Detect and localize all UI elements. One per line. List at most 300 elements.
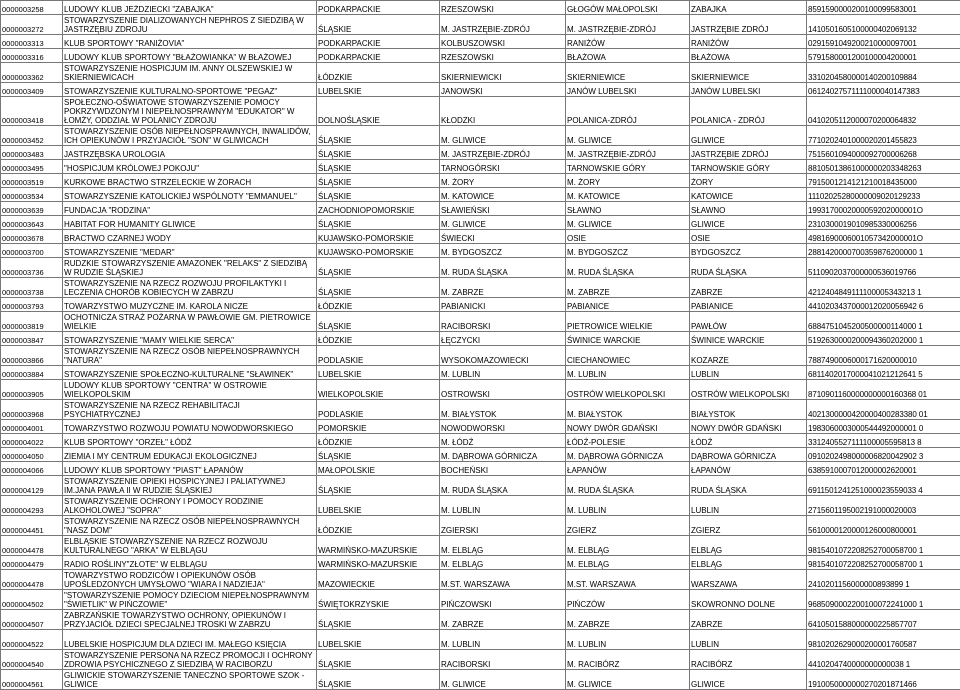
municipality-cell: PIŃCZÓW — [566, 590, 690, 610]
locality-cell: LUBLIN — [690, 366, 807, 380]
account-number-cell: 8591590000200100099583001 — [807, 1, 960, 15]
organization-name-cell: OCHOTNICZA STRAŻ POŻARNA W PAWŁOWIE GM. PIETROWICE WIELKIE — [63, 312, 317, 332]
municipality-cell: M. GLIWICE — [566, 126, 690, 146]
voivodeship-cell: LUBELSKIE — [317, 366, 440, 380]
account-number-cell: 6884751045200500000114000 1 — [807, 312, 960, 332]
voivodeship-cell: PODLASKIE — [317, 346, 440, 366]
voivodeship-cell: ŚLĄSKIE — [317, 670, 440, 690]
account-number-cell: 5110902037000000536019766 — [807, 258, 960, 278]
krs-number-cell: 0000004479 — [1, 556, 63, 570]
organization-name-cell: LUDOWY KLUB SPORTOWY "BŁAŻOWIANKA" W BŁAŻOWEJ — [63, 49, 317, 63]
municipality-cell: M. KATOWICE — [566, 188, 690, 202]
krs-number-cell: 0000003866 — [1, 346, 63, 366]
locality-cell: SŁAWNO — [690, 202, 807, 216]
municipality-cell: M. JASTRZĘBIE-ZDRÓJ — [566, 146, 690, 160]
voivodeship-cell: ZACHODNIOPOMORSKIE — [317, 202, 440, 216]
district-cell: M. ZABRZE — [440, 610, 566, 630]
municipality-cell: ŚWINICE WARCKIE — [566, 332, 690, 346]
table-row — [1, 462, 960, 476]
district-cell: M. ŻORY — [440, 174, 566, 188]
district-cell: RZESZOWSKI — [440, 1, 566, 15]
municipality-cell: JANÓW LUBELSKI — [566, 83, 690, 97]
organization-name-cell: BRACTWO CZARNEJ WODY — [63, 230, 317, 244]
locality-cell: OSIE — [690, 230, 807, 244]
table-row — [1, 536, 960, 556]
account-number-cell: 7887490006000171620000010 — [807, 346, 960, 366]
municipality-cell: M. LUBLIN — [566, 630, 690, 650]
voivodeship-cell: KUJAWSKO-POMORSKIE — [317, 230, 440, 244]
voivodeship-cell: ŚLĄSKIE — [317, 126, 440, 146]
voivodeship-cell: ŁÓDZKIE — [317, 434, 440, 448]
municipality-cell: M. JASTRZĘBIE-ZDRÓJ — [566, 15, 690, 35]
municipality-cell: M. ZABRZE — [566, 610, 690, 630]
account-number-cell: 4410203437000012020056942 6 — [807, 298, 960, 312]
account-number-cell: 0410205112000070200064832 — [807, 97, 960, 126]
voivodeship-cell: PODKARPACKIE — [317, 49, 440, 63]
voivodeship-cell: PODKARPACKIE — [317, 1, 440, 15]
krs-number-cell: 0000003884 — [1, 366, 63, 380]
district-cell: OSTROWSKI — [440, 380, 566, 400]
district-cell: RZESZOWSKI — [440, 49, 566, 63]
krs-number-cell: 0000003534 — [1, 188, 63, 202]
municipality-cell: SKIERNIEWICE — [566, 63, 690, 83]
district-cell: JANOWSKI — [440, 83, 566, 97]
organization-name-cell: STOWARZYSZENIE HOSPICJUM IM. ANNY OLSZEWSKIEJ W SKIERNIEWICACH — [63, 63, 317, 83]
account-number-cell: 2410201156000000893899 1 — [807, 570, 960, 590]
district-cell: M. ELBLĄG — [440, 556, 566, 570]
district-cell: M. LUBLIN — [440, 496, 566, 516]
krs-number-cell: 0000003968 — [1, 400, 63, 420]
krs-number-cell: 0000003736 — [1, 258, 63, 278]
account-number-cell: 5610000120000126000800001 — [807, 516, 960, 536]
voivodeship-cell: ŚLĄSKIE — [317, 610, 440, 630]
krs-number-cell: 0000004050 — [1, 448, 63, 462]
account-number-cell: 2715601195002191000020003 — [807, 496, 960, 516]
table-row — [1, 448, 960, 462]
locality-cell: RACIBÓRZ — [690, 650, 807, 670]
voivodeship-cell: MAZOWIECKIE — [317, 570, 440, 590]
organization-name-cell: KLUB SPORTOWY "RANIŻOVIA" — [63, 35, 317, 49]
municipality-cell: M. BIAŁYSTOK — [566, 400, 690, 420]
krs-number-cell: 0000003738 — [1, 278, 63, 298]
organization-name-cell: LUBELSKIE HOSPICJUM DLA DZIECI IM. MAŁEGO KSIĘCIA — [63, 630, 317, 650]
locality-cell: RANIŻÓW — [690, 35, 807, 49]
district-cell: RACIBORSKI — [440, 650, 566, 670]
organization-name-cell: STOWARZYSZENIE NA RZECZ OSÓB NIEPEŁNOSPRAWNYCH "NATURA" — [63, 346, 317, 366]
table-row — [1, 97, 960, 126]
organization-name-cell: STOWARZYSZENIE OPIEKI HOSPICYJNEJ I PALIATYWNEJ IM.JANA PAWŁA II W RUDZIE ŚLĄSKIEJ — [63, 476, 317, 496]
organization-name-cell: ZIEMIA I MY CENTRUM EDUKACJI EKOLOGICZNEJ — [63, 448, 317, 462]
municipality-cell: M. GLIWICE — [566, 670, 690, 690]
krs-number-cell: 0000004451 — [1, 516, 63, 536]
organization-name-cell: JASTRZĘBSKA UROLOGIA — [63, 146, 317, 160]
organization-name-cell: KLUB SPORTOWY "ORZEŁ" ŁÓDŹ — [63, 434, 317, 448]
krs-number-cell: 0000003643 — [1, 216, 63, 230]
voivodeship-cell: PODLASKIE — [317, 400, 440, 420]
organization-name-cell: TOWARZYSTWO MUZYCZNE IM. KAROLA NICZE — [63, 298, 317, 312]
district-cell: M. GLIWICE — [440, 670, 566, 690]
municipality-cell: M. ZABRZE — [566, 278, 690, 298]
voivodeship-cell: ŚLĄSKIE — [317, 146, 440, 160]
account-number-cell: 4021300000420000400283380 01 — [807, 400, 960, 420]
krs-number-cell: 0000003272 — [1, 15, 63, 35]
district-cell: M. RUDA ŚLĄSKA — [440, 258, 566, 278]
table-row — [1, 258, 960, 278]
locality-cell: ZABRZE — [690, 610, 807, 630]
voivodeship-cell: WARMIŃSKO-MAZURSKIE — [317, 556, 440, 570]
district-cell: M. ZABRZE — [440, 278, 566, 298]
table-row — [1, 630, 960, 650]
municipality-cell: M. LUBLIN — [566, 496, 690, 516]
district-cell: ZGIERSKI — [440, 516, 566, 536]
account-number-cell: 2881420000700359876200000 1 — [807, 244, 960, 258]
organization-name-cell: STOWARZYSZENIE NA RZECZ REHABILITACJI PSYCHIATRYCZNEJ — [63, 400, 317, 420]
municipality-cell: M. RUDA ŚLĄSKA — [566, 476, 690, 496]
krs-number-cell: 0000004478 — [1, 536, 63, 556]
municipality-cell: M. RUDA ŚLĄSKA — [566, 258, 690, 278]
organization-name-cell: RUDZKIE STOWARZYSZENIE AMAZONEK "RELAKS" Z SIEDZIBĄ W RUDZIE ŚLĄSKIEJ — [63, 258, 317, 278]
district-cell: TARNOGÓRSKI — [440, 160, 566, 174]
locality-cell: ŻORY — [690, 174, 807, 188]
account-number-cell: 1983060003000544492000001 0 — [807, 420, 960, 434]
table-row — [1, 15, 960, 35]
account-number-cell: 1910050000000270201871466 — [807, 670, 960, 690]
voivodeship-cell: ŚLĄSKIE — [317, 15, 440, 35]
district-cell: M. GLIWICE — [440, 126, 566, 146]
account-number-cell: 5791580001200100004200001 — [807, 49, 960, 63]
voivodeship-cell: WARMIŃSKO-MAZURSKIE — [317, 536, 440, 556]
locality-cell: ZGIERZ — [690, 516, 807, 536]
municipality-cell: CIECHANOWIEC — [566, 346, 690, 366]
account-number-cell: 2310300019010985330006256 — [807, 216, 960, 230]
locality-cell: ŁÓDŹ — [690, 434, 807, 448]
municipality-cell: ŁÓDŹ-POLESIE — [566, 434, 690, 448]
krs-number-cell: 0000003313 — [1, 35, 63, 49]
krs-number-cell: 0000004561 — [1, 670, 63, 690]
locality-cell: WARSZAWA — [690, 570, 807, 590]
voivodeship-cell: ŁÓDZKIE — [317, 332, 440, 346]
voivodeship-cell: ŚLĄSKIE — [317, 174, 440, 188]
krs-number-cell: 0000003418 — [1, 97, 63, 126]
organization-name-cell: "STOWARZYSZENIE POMOCY DZIECIOM NIEPEŁNOSPRAWNYM "ŚWIETLIK" W PIŃCZOWIE" — [63, 590, 317, 610]
krs-number-cell: 0000003678 — [1, 230, 63, 244]
voivodeship-cell: ŚLĄSKIE — [317, 258, 440, 278]
organization-name-cell: LUDOWY KLUB SPORTOWY "CENTRA" W OSTROWIE WIELKOPOLSKIM — [63, 380, 317, 400]
locality-cell: RUDA ŚLĄSKA — [690, 476, 807, 496]
voivodeship-cell: KUJAWSKO-POMORSKIE — [317, 244, 440, 258]
account-number-cell: 9815401072208252700058700 1 — [807, 556, 960, 570]
table-row — [1, 570, 960, 590]
account-number-cell: 8710901160000000000160368 01 — [807, 380, 960, 400]
voivodeship-cell: ŚLĄSKIE — [317, 650, 440, 670]
account-number-cell: 1993170002000059202000001О — [807, 202, 960, 216]
krs-number-cell: 0000003316 — [1, 49, 63, 63]
district-cell: RACIBORSKI — [440, 312, 566, 332]
district-cell: M. BIAŁYSTOK — [440, 400, 566, 420]
locality-cell: ELBLĄG — [690, 536, 807, 556]
municipality-cell: POLANICA-ZDRÓJ — [566, 97, 690, 126]
voivodeship-cell: ŚLĄSKIE — [317, 188, 440, 202]
account-number-cell: 4981690006001057342000001О — [807, 230, 960, 244]
krs-number-cell: 0000004522 — [1, 630, 63, 650]
district-cell: M. BYDGOSZCZ — [440, 244, 566, 258]
voivodeship-cell: ŁÓDZKIE — [317, 63, 440, 83]
organization-name-cell: STOWARZYSZENIE KATOLICKIEJ WSPÓLNOTY "EMMANUEL" — [63, 188, 317, 202]
district-cell: M. DĄBROWA GÓRNICZA — [440, 448, 566, 462]
account-number-cell: 0291591049200210000097001 — [807, 35, 960, 49]
locality-cell: DĄBROWA GÓRNICZA — [690, 448, 807, 462]
krs-number-cell: 0000004001 — [1, 420, 63, 434]
voivodeship-cell: ŚLĄSKIE — [317, 160, 440, 174]
district-cell: BOCHEŃSKI — [440, 462, 566, 476]
district-cell: NOWODWORSKI — [440, 420, 566, 434]
table-row — [1, 1, 960, 15]
locality-cell: BIAŁYSTOK — [690, 400, 807, 420]
organization-name-cell: LUDOWY KLUB SPORTOWY "PIAST" ŁAPANÓW — [63, 462, 317, 476]
table-row — [1, 160, 960, 174]
municipality-cell: M. BYDGOSZCZ — [566, 244, 690, 258]
voivodeship-cell: ŚLĄSKIE — [317, 216, 440, 230]
table-row — [1, 496, 960, 516]
locality-cell: RUDA ŚLĄSKA — [690, 258, 807, 278]
account-number-cell: 8810501386100000020334826З — [807, 160, 960, 174]
organization-name-cell: ELBLĄSKIE STOWARZYSZENIE NA RZECZ ROZWOJU KULTURALNEGO "ARKA" W ELBLĄGU — [63, 536, 317, 556]
organization-name-cell: SPOŁECZNO-OŚWIATOWE STOWARZYSZENIE POMOCY POKRZYWDZONYM I NIEPEŁNOSPRAWNYM "EDUKATOR" W ŁOMŻY, ODDZIAŁ W POLANICY ZDROJU — [63, 97, 317, 126]
organization-name-cell: GLIWICKIE STOWARZYSZENIE TANECZNO SPORTOWE SZOK - GLIWICE — [63, 670, 317, 690]
organization-name-cell: STOWARZYSZENIE OSÓB NIEPEŁNOSPRAWNYCH, INWALIDÓW, ICH OPIEKUNÓW I PRZYJACIÓŁ "SON" W GLIWICACH — [63, 126, 317, 146]
table-row — [1, 312, 960, 332]
voivodeship-cell: ŚLĄSKIE — [317, 476, 440, 496]
account-number-cell: 6385910007012000002620001 — [807, 462, 960, 476]
municipality-cell: M. ELBLĄG — [566, 536, 690, 556]
table-row — [1, 63, 960, 83]
krs-number-cell: 0000004129 — [1, 476, 63, 496]
account-number-cell: 1110202528000000902012923З — [807, 188, 960, 202]
table-row — [1, 35, 960, 49]
district-cell: M. JASTRZĘBIE-ZDRÓJ — [440, 15, 566, 35]
district-cell: PABIANICKI — [440, 298, 566, 312]
organization-name-cell: FUNDACJA "RODZINA" — [63, 202, 317, 216]
municipality-cell: SŁAWNO — [566, 202, 690, 216]
krs-number-cell: 0000003258 — [1, 1, 63, 15]
table-row — [1, 244, 960, 258]
organization-name-cell: HABITAT FOR HUMANITY GLIWICE — [63, 216, 317, 230]
table-row — [1, 202, 960, 216]
account-number-cell: 5192630000200094360202000 1 — [807, 332, 960, 346]
locality-cell: JANÓW LUBELSKI — [690, 83, 807, 97]
district-cell: ŁĘCZYCKI — [440, 332, 566, 346]
account-number-cell: 3312405527111100005595813 8 — [807, 434, 960, 448]
locality-cell: JASTRZĘBIE ZDRÓJ — [690, 146, 807, 160]
account-number-cell: 9810202629000200001760587 — [807, 630, 960, 650]
voivodeship-cell: POMORSKIE — [317, 420, 440, 434]
krs-number-cell: 0000004540 — [1, 650, 63, 670]
municipality-cell: PABIANICE — [566, 298, 690, 312]
table-row — [1, 332, 960, 346]
table-row — [1, 298, 960, 312]
krs-number-cell: 0000003362 — [1, 63, 63, 83]
table-row — [1, 278, 960, 298]
locality-cell: LUBLIN — [690, 630, 807, 650]
krs-number-cell: 0000003700 — [1, 244, 63, 258]
table-row — [1, 83, 960, 97]
voivodeship-cell: ŁÓDZKIE — [317, 516, 440, 536]
organization-name-cell: STOWARZYSZENIE NA RZECZ OSÓB NIEPEŁNOSPRAWNYCH "NASZ DOM" — [63, 516, 317, 536]
district-cell: M. ELBLĄG — [440, 536, 566, 556]
krs-number-cell: 0000003495 — [1, 160, 63, 174]
table-row — [1, 610, 960, 630]
krs-number-cell: 0000004293 — [1, 496, 63, 516]
krs-number-cell: 0000003847 — [1, 332, 63, 346]
locality-cell: GLIWICE — [690, 126, 807, 146]
table-row — [1, 476, 960, 496]
account-number-cell: 9815401072208252700058700 1 — [807, 536, 960, 556]
municipality-cell: M. RACIBÓRZ — [566, 650, 690, 670]
voivodeship-cell: PODKARPACKIE — [317, 35, 440, 49]
district-cell: KŁODZKI — [440, 97, 566, 126]
voivodeship-cell: ŚLĄSKIE — [317, 312, 440, 332]
district-cell: M. LUBLIN — [440, 366, 566, 380]
table-row — [1, 400, 960, 420]
krs-number-cell: 0000003483 — [1, 146, 63, 160]
krs-number-cell: 0000003409 — [1, 83, 63, 97]
voivodeship-cell: ŁÓDZKIE — [317, 298, 440, 312]
locality-cell: PABIANICE — [690, 298, 807, 312]
district-cell: KOLBUSZOWSKI — [440, 35, 566, 49]
account-number-cell: 3310204580000140200109884 — [807, 63, 960, 83]
municipality-cell: PIETROWICE WIELKIE — [566, 312, 690, 332]
district-cell: M.ST. WARSZAWA — [440, 570, 566, 590]
table-row — [1, 49, 960, 63]
locality-cell: PAWŁÓW — [690, 312, 807, 332]
krs-number-cell: 0000003639 — [1, 202, 63, 216]
locality-cell: OSTRÓW WIELKOPOLSKI — [690, 380, 807, 400]
krs-number-cell: 0000004478 — [1, 570, 63, 590]
locality-cell: GLIWICE — [690, 216, 807, 230]
krs-number-cell: 0000003793 — [1, 298, 63, 312]
district-cell: M. GLIWICE — [440, 216, 566, 230]
table-row — [1, 516, 960, 536]
locality-cell: SKIERNIEWICE — [690, 63, 807, 83]
locality-cell: TARNOWSKIE GÓRY — [690, 160, 807, 174]
table-row — [1, 380, 960, 400]
table-row — [1, 420, 960, 434]
locality-cell: ELBLĄG — [690, 556, 807, 570]
locality-cell: LUBLIN — [690, 496, 807, 516]
table-row — [1, 216, 960, 230]
district-cell: WYSOKOMAZOWIECKI — [440, 346, 566, 366]
organization-name-cell: RADIO ROŚLINY"ZŁOTE" W ELBLĄGU — [63, 556, 317, 570]
voivodeship-cell: ŚWIĘTOKRZYSKIE — [317, 590, 440, 610]
account-number-cell: 9685090002200100072241000 1 — [807, 590, 960, 610]
locality-cell: NOWY DWÓR GDAŃSKI — [690, 420, 807, 434]
municipality-cell: RANIŻÓW — [566, 35, 690, 49]
organization-name-cell: ZABRZAŃSKIE TOWARZYSTWO OCHRONY, OPIEKUNÓW I PRZYJACIÓŁ DZIECI SPECJALNEJ TROSKI W ZABRZU — [63, 610, 317, 630]
organization-name-cell: STOWARZYSZENIE KULTURALNO-SPORTOWE "PEGAZ" — [63, 83, 317, 97]
voivodeship-cell: MAŁOPOLSKIE — [317, 462, 440, 476]
municipality-cell: OSIE — [566, 230, 690, 244]
organization-name-cell: STOWARZYSZENIE DIALIZOWANYCH NEPHROS Z SIEDZIBĄ W JASTRZĘBIU ZDROJU — [63, 15, 317, 35]
locality-cell: ZABAJKA — [690, 1, 807, 15]
organization-name-cell: STOWARZYSZENIE "MEDAR" — [63, 244, 317, 258]
organization-name-cell: STOWARZYSZENIE OCHRONY I POMOCY RODZINIE ALKOHOLOWEJ "SOPRA" — [63, 496, 317, 516]
organization-name-cell: LUDOWY KLUB JEŻDZIECKI "ZABAJKA" — [63, 1, 317, 15]
krs-number-cell: 0000004507 — [1, 610, 63, 630]
krs-number-cell: 0000003519 — [1, 174, 63, 188]
organization-name-cell: "HOSPICJUM KRÓLOWEJ POKOJU" — [63, 160, 317, 174]
municipality-cell: M. LUBLIN — [566, 366, 690, 380]
table-row — [1, 146, 960, 160]
table-row — [1, 556, 960, 570]
municipality-cell: TARNOWSKIE GÓRY — [566, 160, 690, 174]
locality-cell: ŁAPANÓW — [690, 462, 807, 476]
table-row — [1, 670, 960, 690]
locality-cell: GLIWICE — [690, 670, 807, 690]
locality-cell: KATOWICE — [690, 188, 807, 202]
voivodeship-cell: DOLNOŚLĄSKIE — [317, 97, 440, 126]
district-cell: ŚWIECKI — [440, 230, 566, 244]
account-number-cell: 6911501241251000023559033 4 — [807, 476, 960, 496]
organization-name-cell: STOWARZYSZENIE PERSONA NA RZECZ PROMOCJI I OCHRONY ZDROWIA PSYCHICZNEGO Z SIEDZIBĄ W RACIBORZU — [63, 650, 317, 670]
voivodeship-cell: LUBELSKIE — [317, 630, 440, 650]
account-number-cell: 7515601094000092700006268 — [807, 146, 960, 160]
organization-name-cell: STOWARZYSZENIE "MAMY WIELKIE SERCA" — [63, 332, 317, 346]
municipality-cell: M.ST. WARSZAWA — [566, 570, 690, 590]
account-number-cell: 7710202401000020201455823 — [807, 126, 960, 146]
organization-name-cell: STOWARZYSZENIE SPOŁECZNO-KULTURALNE "SŁAWINEK" — [63, 366, 317, 380]
locality-cell: BYDGOSZCZ — [690, 244, 807, 258]
voivodeship-cell: ŚLĄSKIE — [317, 448, 440, 462]
table-row — [1, 590, 960, 610]
account-number-cell: 0612402757111100004014738З — [807, 83, 960, 97]
krs-number-cell: 0000003452 — [1, 126, 63, 146]
locality-cell: KOZARZE — [690, 346, 807, 366]
district-cell: PIŃCZOWSKI — [440, 590, 566, 610]
municipality-cell: OSTRÓW WIELKOPOLSKI — [566, 380, 690, 400]
account-number-cell: 1410501605100000402069132 — [807, 15, 960, 35]
district-cell: SŁAWIEŃSKI — [440, 202, 566, 216]
district-cell: M. JASTRZĘBIE-ZDRÓJ — [440, 146, 566, 160]
voivodeship-cell: LUBELSKIE — [317, 83, 440, 97]
krs-number-cell: 0000003905 — [1, 380, 63, 400]
table-row — [1, 346, 960, 366]
locality-cell: ZABRZE — [690, 278, 807, 298]
account-number-cell: 4212404849111100005343213 1 — [807, 278, 960, 298]
account-number-cell: 6811402017000041021212641 5 — [807, 366, 960, 380]
organization-name-cell: TOWARZYSTWO RODZICÓW I OPIEKUNÓW OSÓB UPOŚLEDZONYCH UMYSŁOWO "WIARA I NADZIEJA" — [63, 570, 317, 590]
municipality-cell: ŁAPANÓW — [566, 462, 690, 476]
district-cell: M. ŁÓDŹ — [440, 434, 566, 448]
krs-number-cell: 0000003819 — [1, 312, 63, 332]
district-cell: M. KATOWICE — [440, 188, 566, 202]
municipality-cell: GŁOGÓW MAŁOPOLSKI — [566, 1, 690, 15]
organization-name-cell: STOWARZYSZENIE NA RZECZ ROZWOJU PROFILAKTYKI I LECZENIA CHORÓB KOBIECYCH W ZABRZU — [63, 278, 317, 298]
municipality-cell: M. ELBLĄG — [566, 556, 690, 570]
municipality-cell: NOWY DWÓR GDAŃSKI — [566, 420, 690, 434]
table-row — [1, 230, 960, 244]
account-number-cell: 7915001214121210018435000 — [807, 174, 960, 188]
table-row — [1, 434, 960, 448]
account-number-cell: 6410501588000000225857707 — [807, 610, 960, 630]
district-cell: M. LUBLIN — [440, 630, 566, 650]
locality-cell: POLANICA - ZDRÓJ — [690, 97, 807, 126]
municipality-cell: M. DĄBROWA GÓRNICZA — [566, 448, 690, 462]
account-number-cell: 0910202498000006820042902 3 — [807, 448, 960, 462]
voivodeship-cell: WIELKOPOLSKIE — [317, 380, 440, 400]
table-row — [1, 188, 960, 202]
municipality-cell: M. ŻORY — [566, 174, 690, 188]
municipality-cell: M. GLIWICE — [566, 216, 690, 230]
